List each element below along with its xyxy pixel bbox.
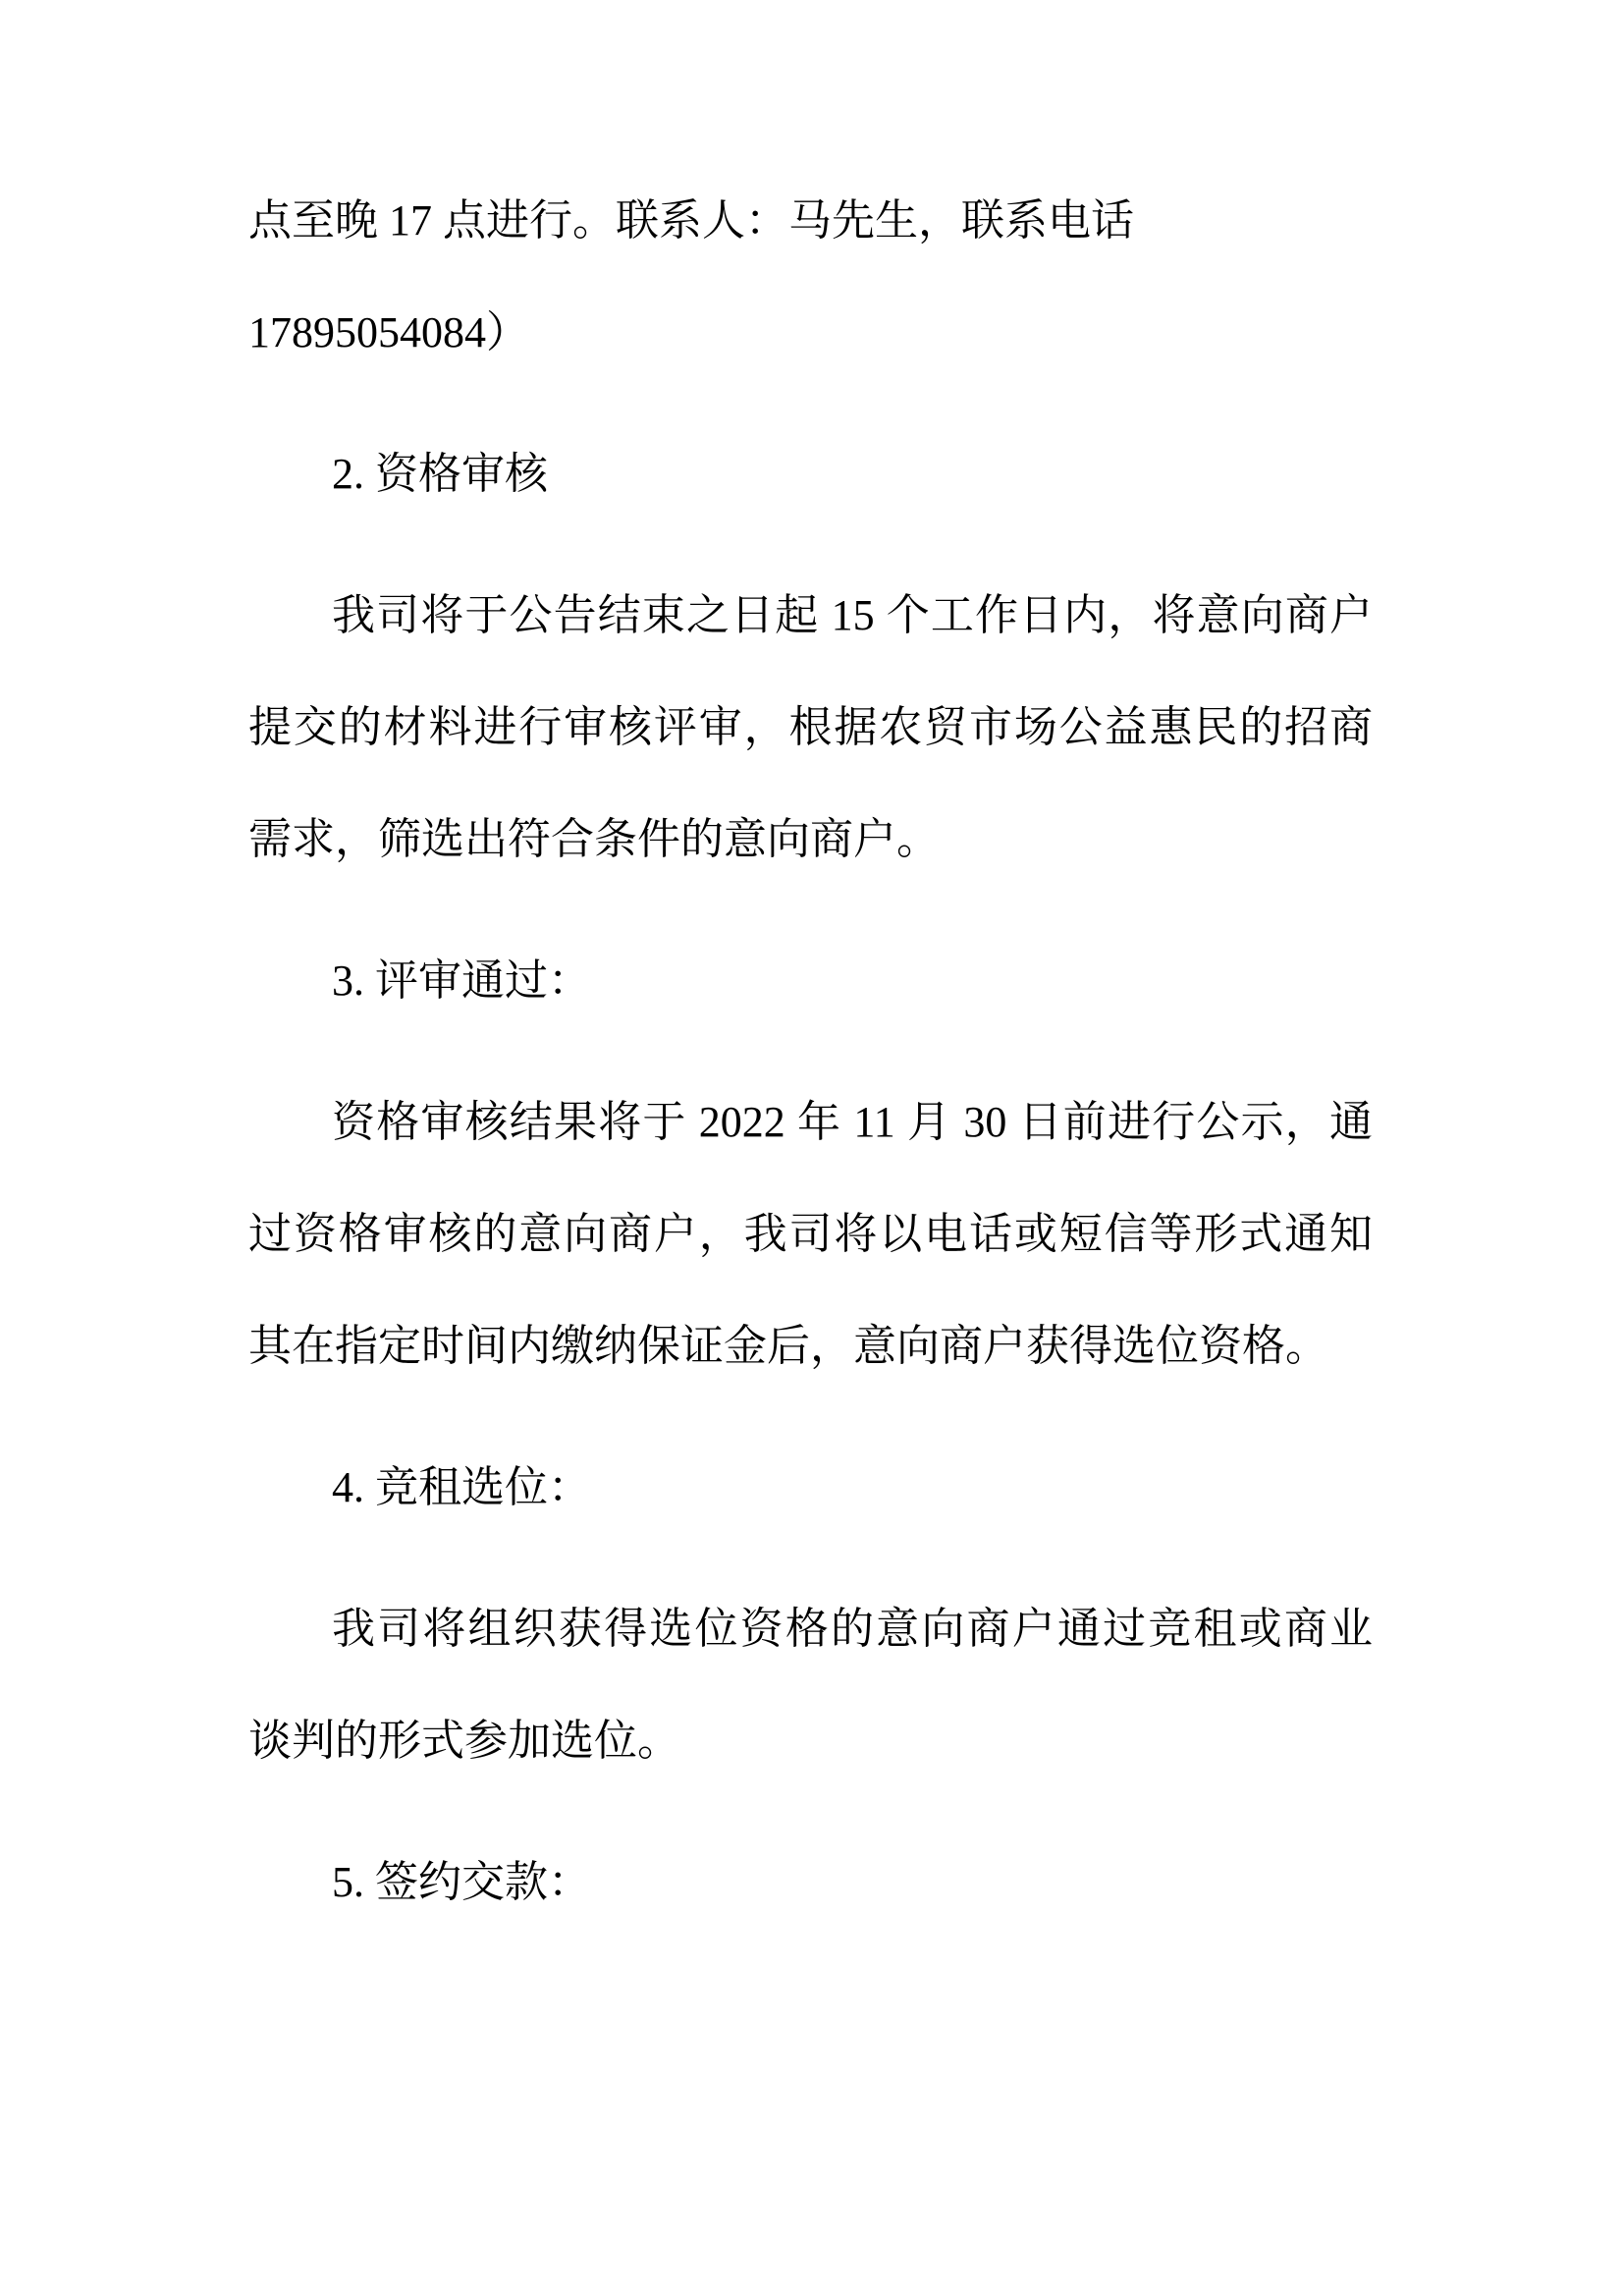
text-line: 4. 竞租选位： bbox=[332, 1463, 591, 1511]
text-line: 过资格审核的意向商户，我司将以电话或短信等形式通知 bbox=[248, 1210, 1373, 1258]
text-line: 其在指定时间内缴纳保证金后，意向商户获得选位资格。 bbox=[248, 1322, 1328, 1370]
contact-info-paragraph bbox=[248, 165, 1373, 389]
text-area bbox=[248, 165, 1373, 1968]
heading-3 bbox=[248, 925, 1373, 1037]
text-line: 3. 评审通过： bbox=[332, 957, 591, 1005]
text-line: 我司将于公告结束之日起 15 个工作日内，将意向商户 bbox=[332, 591, 1373, 639]
text-line: 谈判的形式参加选位。 bbox=[248, 1717, 680, 1765]
text-line: 点至晚 17 点进行。联系人：马先生，联系电话 bbox=[248, 196, 1134, 245]
text-line: 提交的材料进行审核评审，根据农贸市场公益惠民的招商 bbox=[248, 703, 1373, 751]
heading-5 bbox=[248, 1827, 1373, 1939]
heading-4 bbox=[248, 1432, 1373, 1544]
text-line: 5. 签约交款： bbox=[332, 1858, 591, 1906]
heading-2 bbox=[248, 418, 1373, 530]
text-line: 我司将组织获得选位资格的意向商户通过竞租或商业 bbox=[332, 1605, 1373, 1653]
review-result-paragraph bbox=[248, 1066, 1373, 1402]
bidding-paragraph bbox=[248, 1573, 1373, 1797]
text-line: 2. 资格审核 bbox=[332, 450, 548, 498]
text-line: 需求，筛选出符合条件的意向商户。 bbox=[248, 815, 940, 863]
text-line: 17895054084） bbox=[248, 308, 529, 356]
qualification-review-paragraph bbox=[248, 560, 1373, 896]
text-line: 资格审核结果将于 2022 年 11 月 30 日前进行公示，通 bbox=[332, 1098, 1373, 1146]
